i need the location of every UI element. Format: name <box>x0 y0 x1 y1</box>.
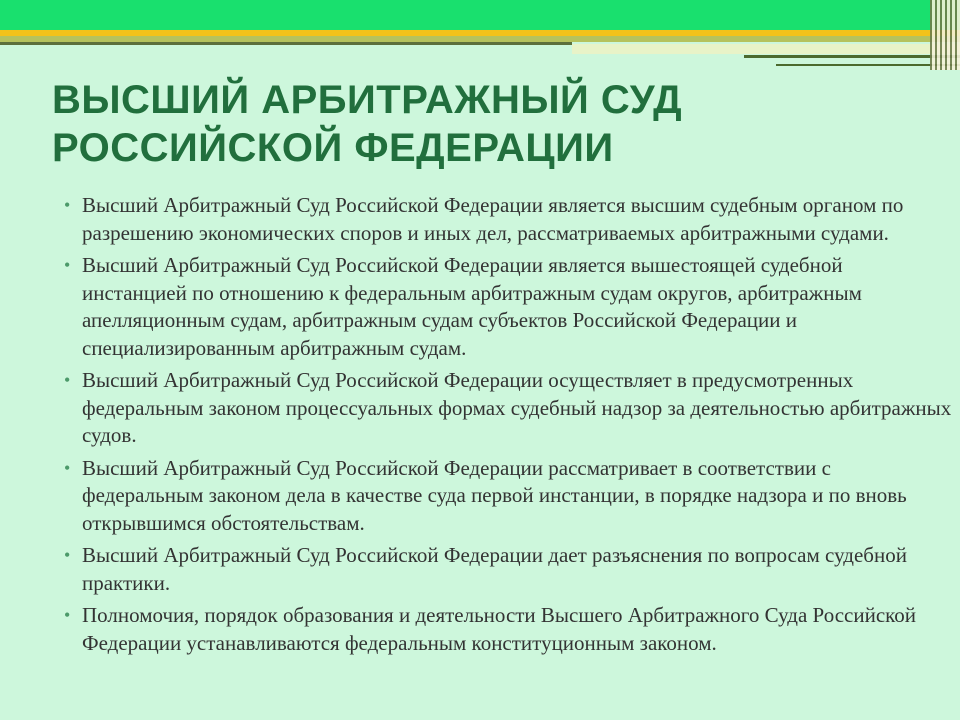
band-green <box>0 0 960 30</box>
bullet-icon: • <box>64 545 71 565</box>
bullet-list <box>62 192 952 662</box>
bullet-text: Высший Арбитражный Суд Российской Федерации рассматривает в соответствии с федеральным законом дела в качестве суда первой инстанции, в порядке надзора и по вновь открывшимся обстоятельствам. <box>82 455 907 535</box>
slide-title-line2: РОССИЙСКОЙ ФЕДЕРАЦИИ <box>52 126 614 170</box>
slide-title <box>52 76 912 172</box>
bullet-icon: • <box>64 255 71 275</box>
bullet-item <box>62 192 952 247</box>
bullet-text: Полномочия, порядок образования и деятельности Высшего Арбитражного Суда Российской Федерации устанавливаются федеральным конституционным законом. <box>82 603 917 655</box>
bullet-icon: • <box>64 370 71 390</box>
bullet-icon: • <box>64 457 71 478</box>
bullet-item <box>62 252 952 362</box>
band-dark-line <box>0 42 572 45</box>
bullet-text: Высший Арбитражный Суд Российской Федерации осуществляет в предусмотренных федеральным законом процессуальных формах судебный надзор за деятельностью арбитражных судов. <box>82 368 952 447</box>
bullet-icon: • <box>64 605 71 625</box>
bullet-item <box>62 602 952 657</box>
bullet-text: Высший Арбитражный Суд Российской Федерации является высшим судебным органом по разрешению экономических споров и иных дел, рассматриваемых арбитражными судами. <box>82 193 904 245</box>
bullet-item <box>62 367 952 450</box>
band-right-line <box>744 55 960 58</box>
bullet-item <box>62 542 952 597</box>
bullet-text: Высший Арбитражный Суд Российской Федерации дает разъяснения по вопросам судебной практики. <box>82 543 907 595</box>
bullet-item <box>62 455 952 538</box>
band-corner-stripes <box>930 0 960 70</box>
band-right-light <box>572 44 960 54</box>
bullet-icon: • <box>64 195 71 215</box>
bullet-text: Высший Арбитражный Суд Российской Федерации является вышестоящей судебной инстанцией по отношению к федеральным арбитражным судам округов, арбитражным апелляционным судам, арбитражным судам субъектов Российской Федерации и специализированным арбитражным судам. <box>82 253 862 360</box>
slide-title-line1: ВЫСШИЙ АРБИТРАЖНЫЙ СУД <box>52 78 683 122</box>
